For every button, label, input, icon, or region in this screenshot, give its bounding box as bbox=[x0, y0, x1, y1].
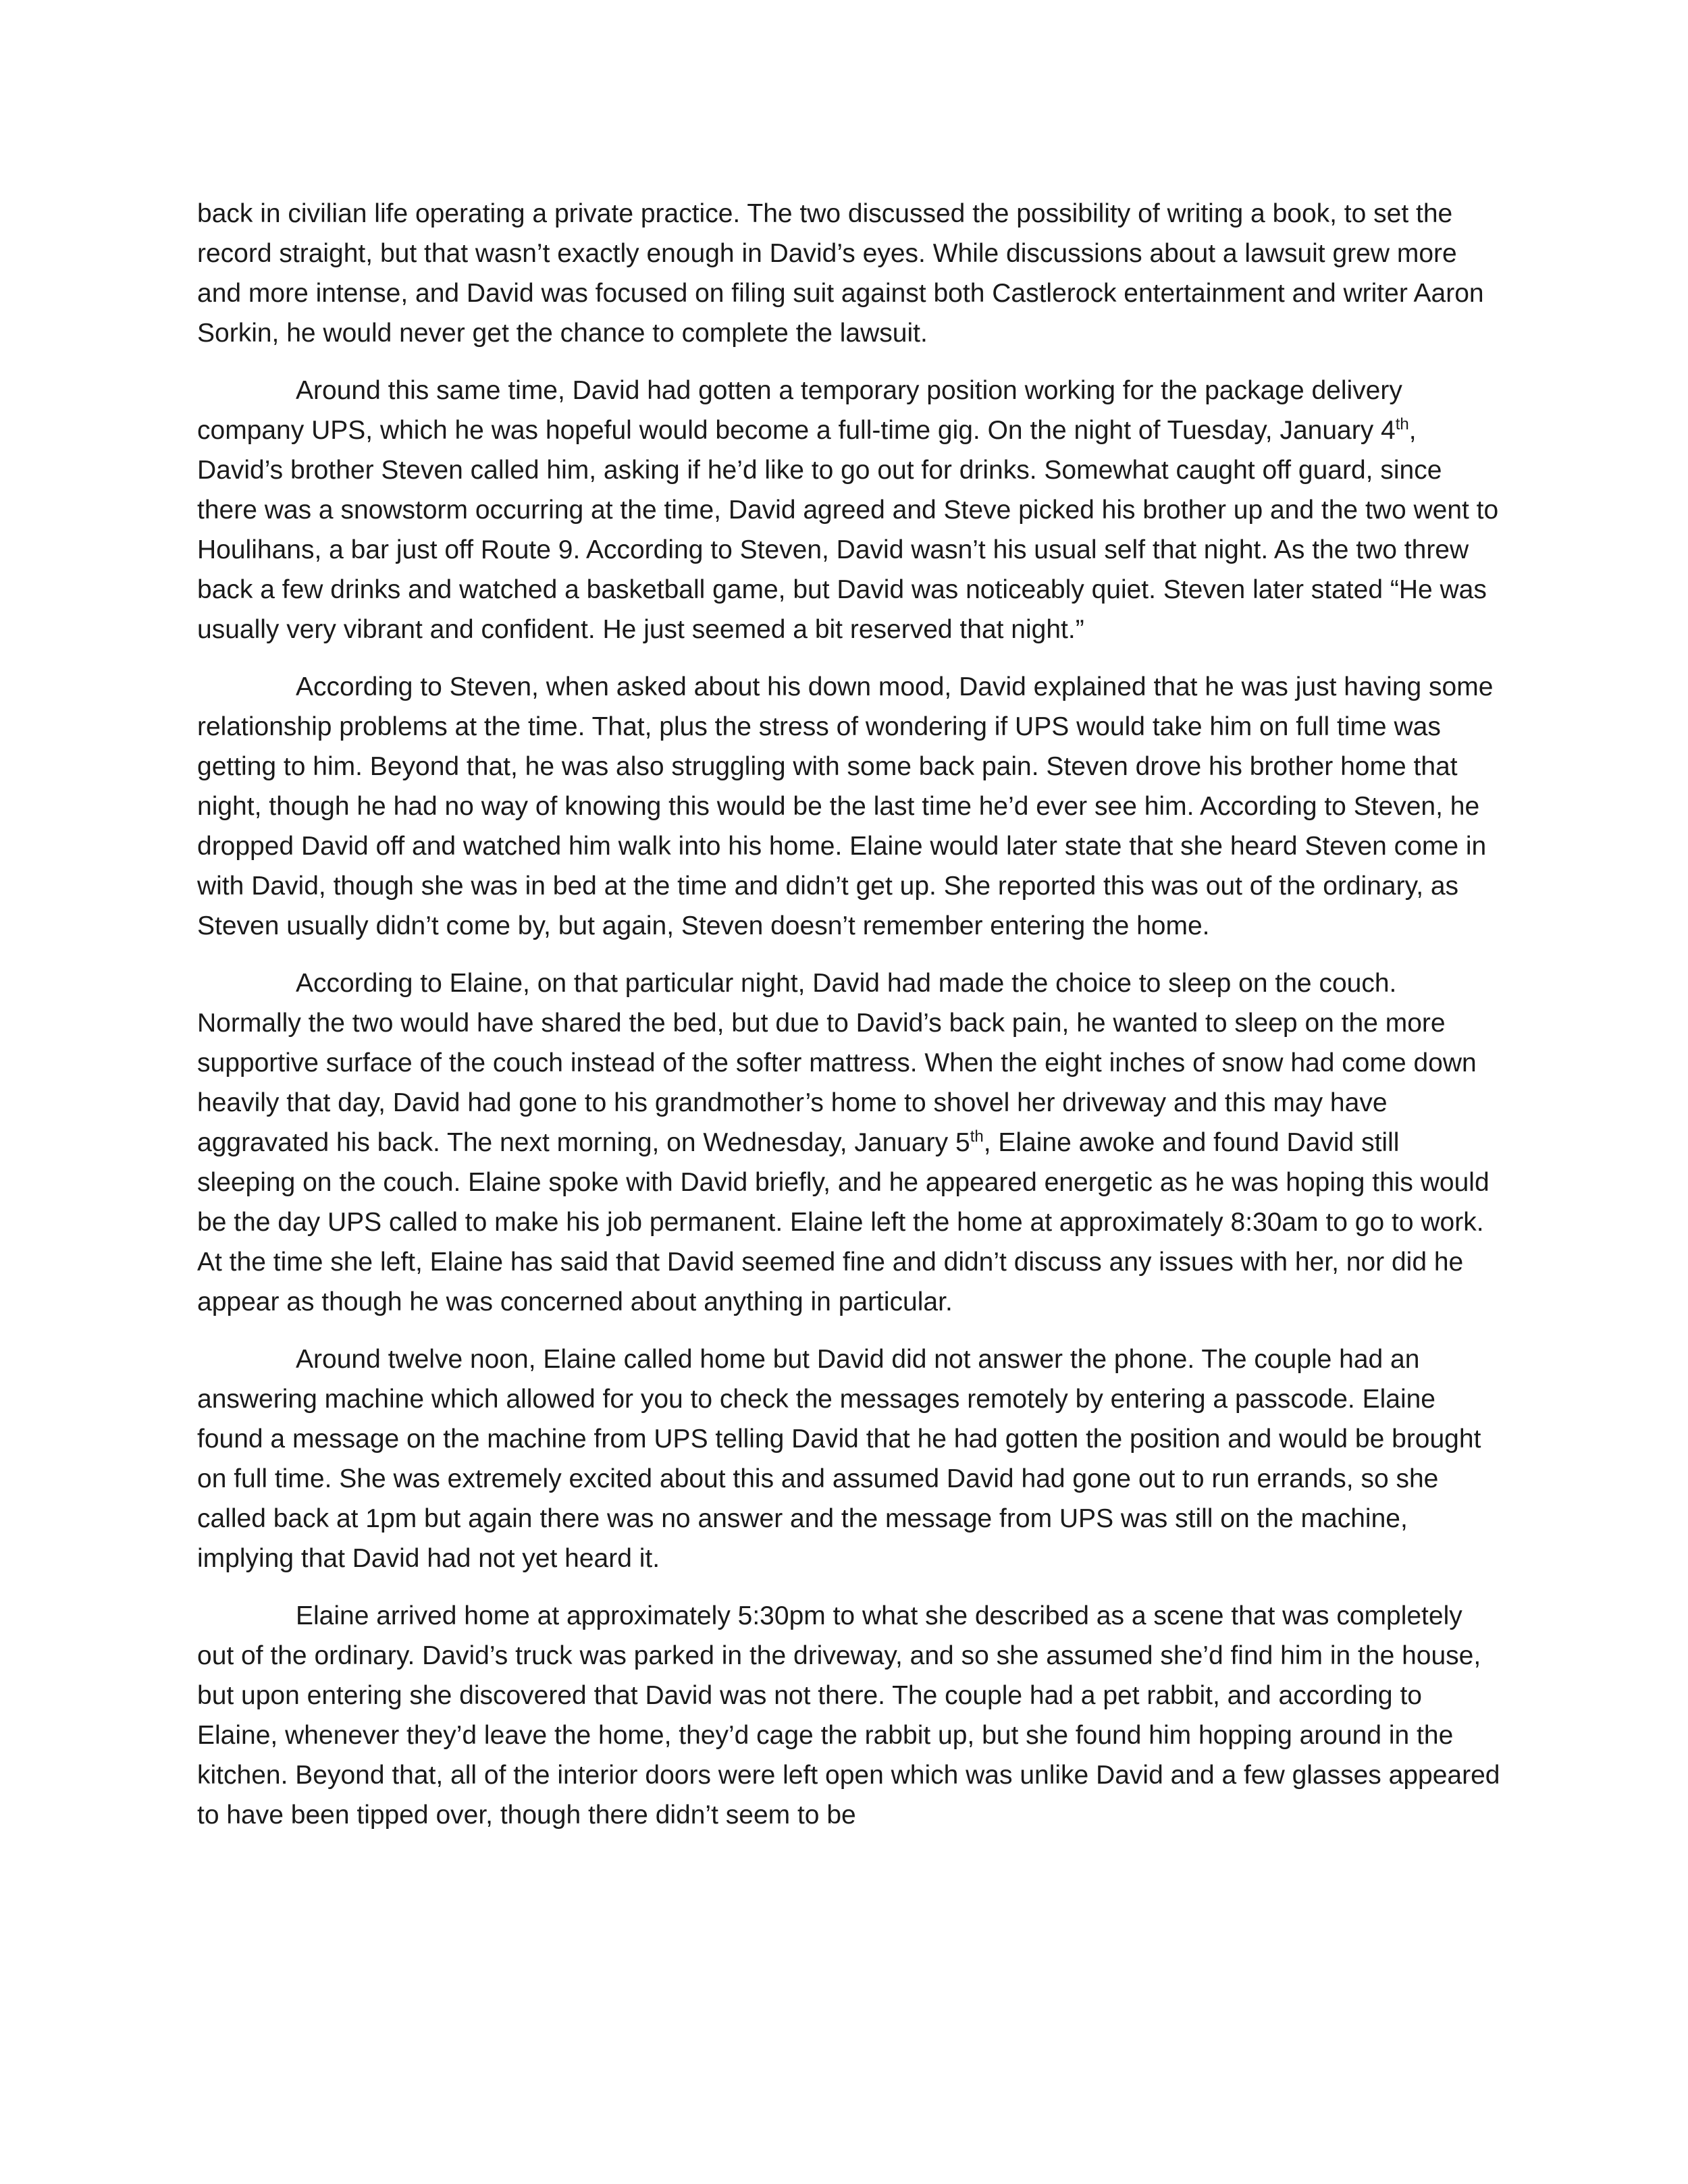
paragraph-text: According to Steven, when asked about his down mood, David explained that he was just having some relationship problems at the time. That, plus the stress of wondering if UPS would take him on full time was getting to him. Beyond that, he was also struggling with some back pain. Steven drove his brother home that night, though he had no way of knowing this would be the last time he’d ever see him. According to Steven, he dropped David off and watched him walk into his home. Elaine would later state that she heard Steven come in with David, though she was in bed at the time and didn’t get up. She reported this was out of the ordinary, as Steven usually didn’t come by, but again, Steven doesn’t remember entering the home. bbox=[197, 672, 1494, 940]
paragraph-1 bbox=[197, 194, 1500, 353]
paragraph-5 bbox=[197, 1339, 1500, 1578]
paragraph-text: , David’s brother Steven called him, asking if he’d like to go out for drinks. Somewhat caught off guard, since there was a snowstorm occurring at the time, David agreed and Steve picked his brother up and the two went to Houlihans, a bar just off Route 9. According to Steven, David wasn’t his usual self that night. As the two threw back a few drinks and watched a basketball game, but David was noticeably quiet. Steven later stated “He was usually very vibrant and confident. He just seemed a bit reserved that night.” bbox=[197, 416, 1499, 644]
paragraph-text: Around twelve noon, Elaine called home but David did not answer the phone. The couple had an answering machine which allowed for you to check the messages remotely by entering a passcode. Elaine found a message on the machine from UPS telling David that he had gotten the position and would be brought on full time. She was extremely excited about this and assumed David had gone out to run errands, so she called back at 1pm but again there was no answer and the message from UPS was still on the machine, implying that David had not yet heard it. bbox=[197, 1345, 1481, 1573]
paragraph-2 bbox=[197, 371, 1500, 649]
paragraph-text: , Elaine awoke and found David still sleeping on the couch. Elaine spoke with David briefly, and he appeared energetic as he was hoping this would be the day UPS called to make his job permanent. Elaine left the home at approximately 8:30am to go to work. At the time she left, Elaine has said that David seemed fine and didn’t discuss any issues with her, nor did he appear as though he was concerned about anything in particular. bbox=[197, 1128, 1489, 1316]
document-body bbox=[197, 194, 1500, 1853]
paragraph-4 bbox=[197, 963, 1500, 1322]
ordinal-suffix: th bbox=[1395, 415, 1409, 433]
paragraph-text: Around this same time, David had gotten a temporary position working for the package delivery company UPS, which he was hopeful would become a full-time gig. On the night of Tuesday, January 4 bbox=[197, 376, 1402, 445]
ordinal-suffix: th bbox=[970, 1127, 984, 1146]
paragraph-text: Elaine arrived home at approximately 5:30pm to what she described as a scene that was completely out of the ordinary. David’s truck was parked in the driveway, and so she assumed she’d find him in the house, but upon entering she discovered that David was not there. The couple had a pet rabbit, and according to Elaine, whenever they’d leave the home, they’d cage the rabbit up, but she found him hopping around in the kitchen. Beyond that, all of the interior doors were left open which was unlike David and a few glasses appeared to have been tipped over, though there didn’t seem to be bbox=[197, 1601, 1500, 1830]
paragraph-text: back in civilian life operating a private practice. The two discussed the possibility of writing a book, to set the record straight, but that wasn’t exactly enough in David’s eyes. While discussions about a lawsuit grew more and more intense, and David was focused on filing suit against both Castlerock entertainment and writer Aaron Sorkin, he would never get the chance to complete the lawsuit. bbox=[197, 199, 1484, 348]
paragraph-text: According to Elaine, on that particular night, David had made the choice to sleep on the couch. Normally the two would have shared the bed, but due to David’s back pain, he wanted to sleep on the more supportive surface of the couch instead of the softer mattress. When the eight inches of snow had come down heavily that day, David had gone to his grandmother’s home to shovel her driveway and this may have aggravated his back. The next morning, on Wednesday, January 5 bbox=[197, 969, 1477, 1157]
paragraph-3 bbox=[197, 667, 1500, 946]
paragraph-6 bbox=[197, 1596, 1500, 1835]
